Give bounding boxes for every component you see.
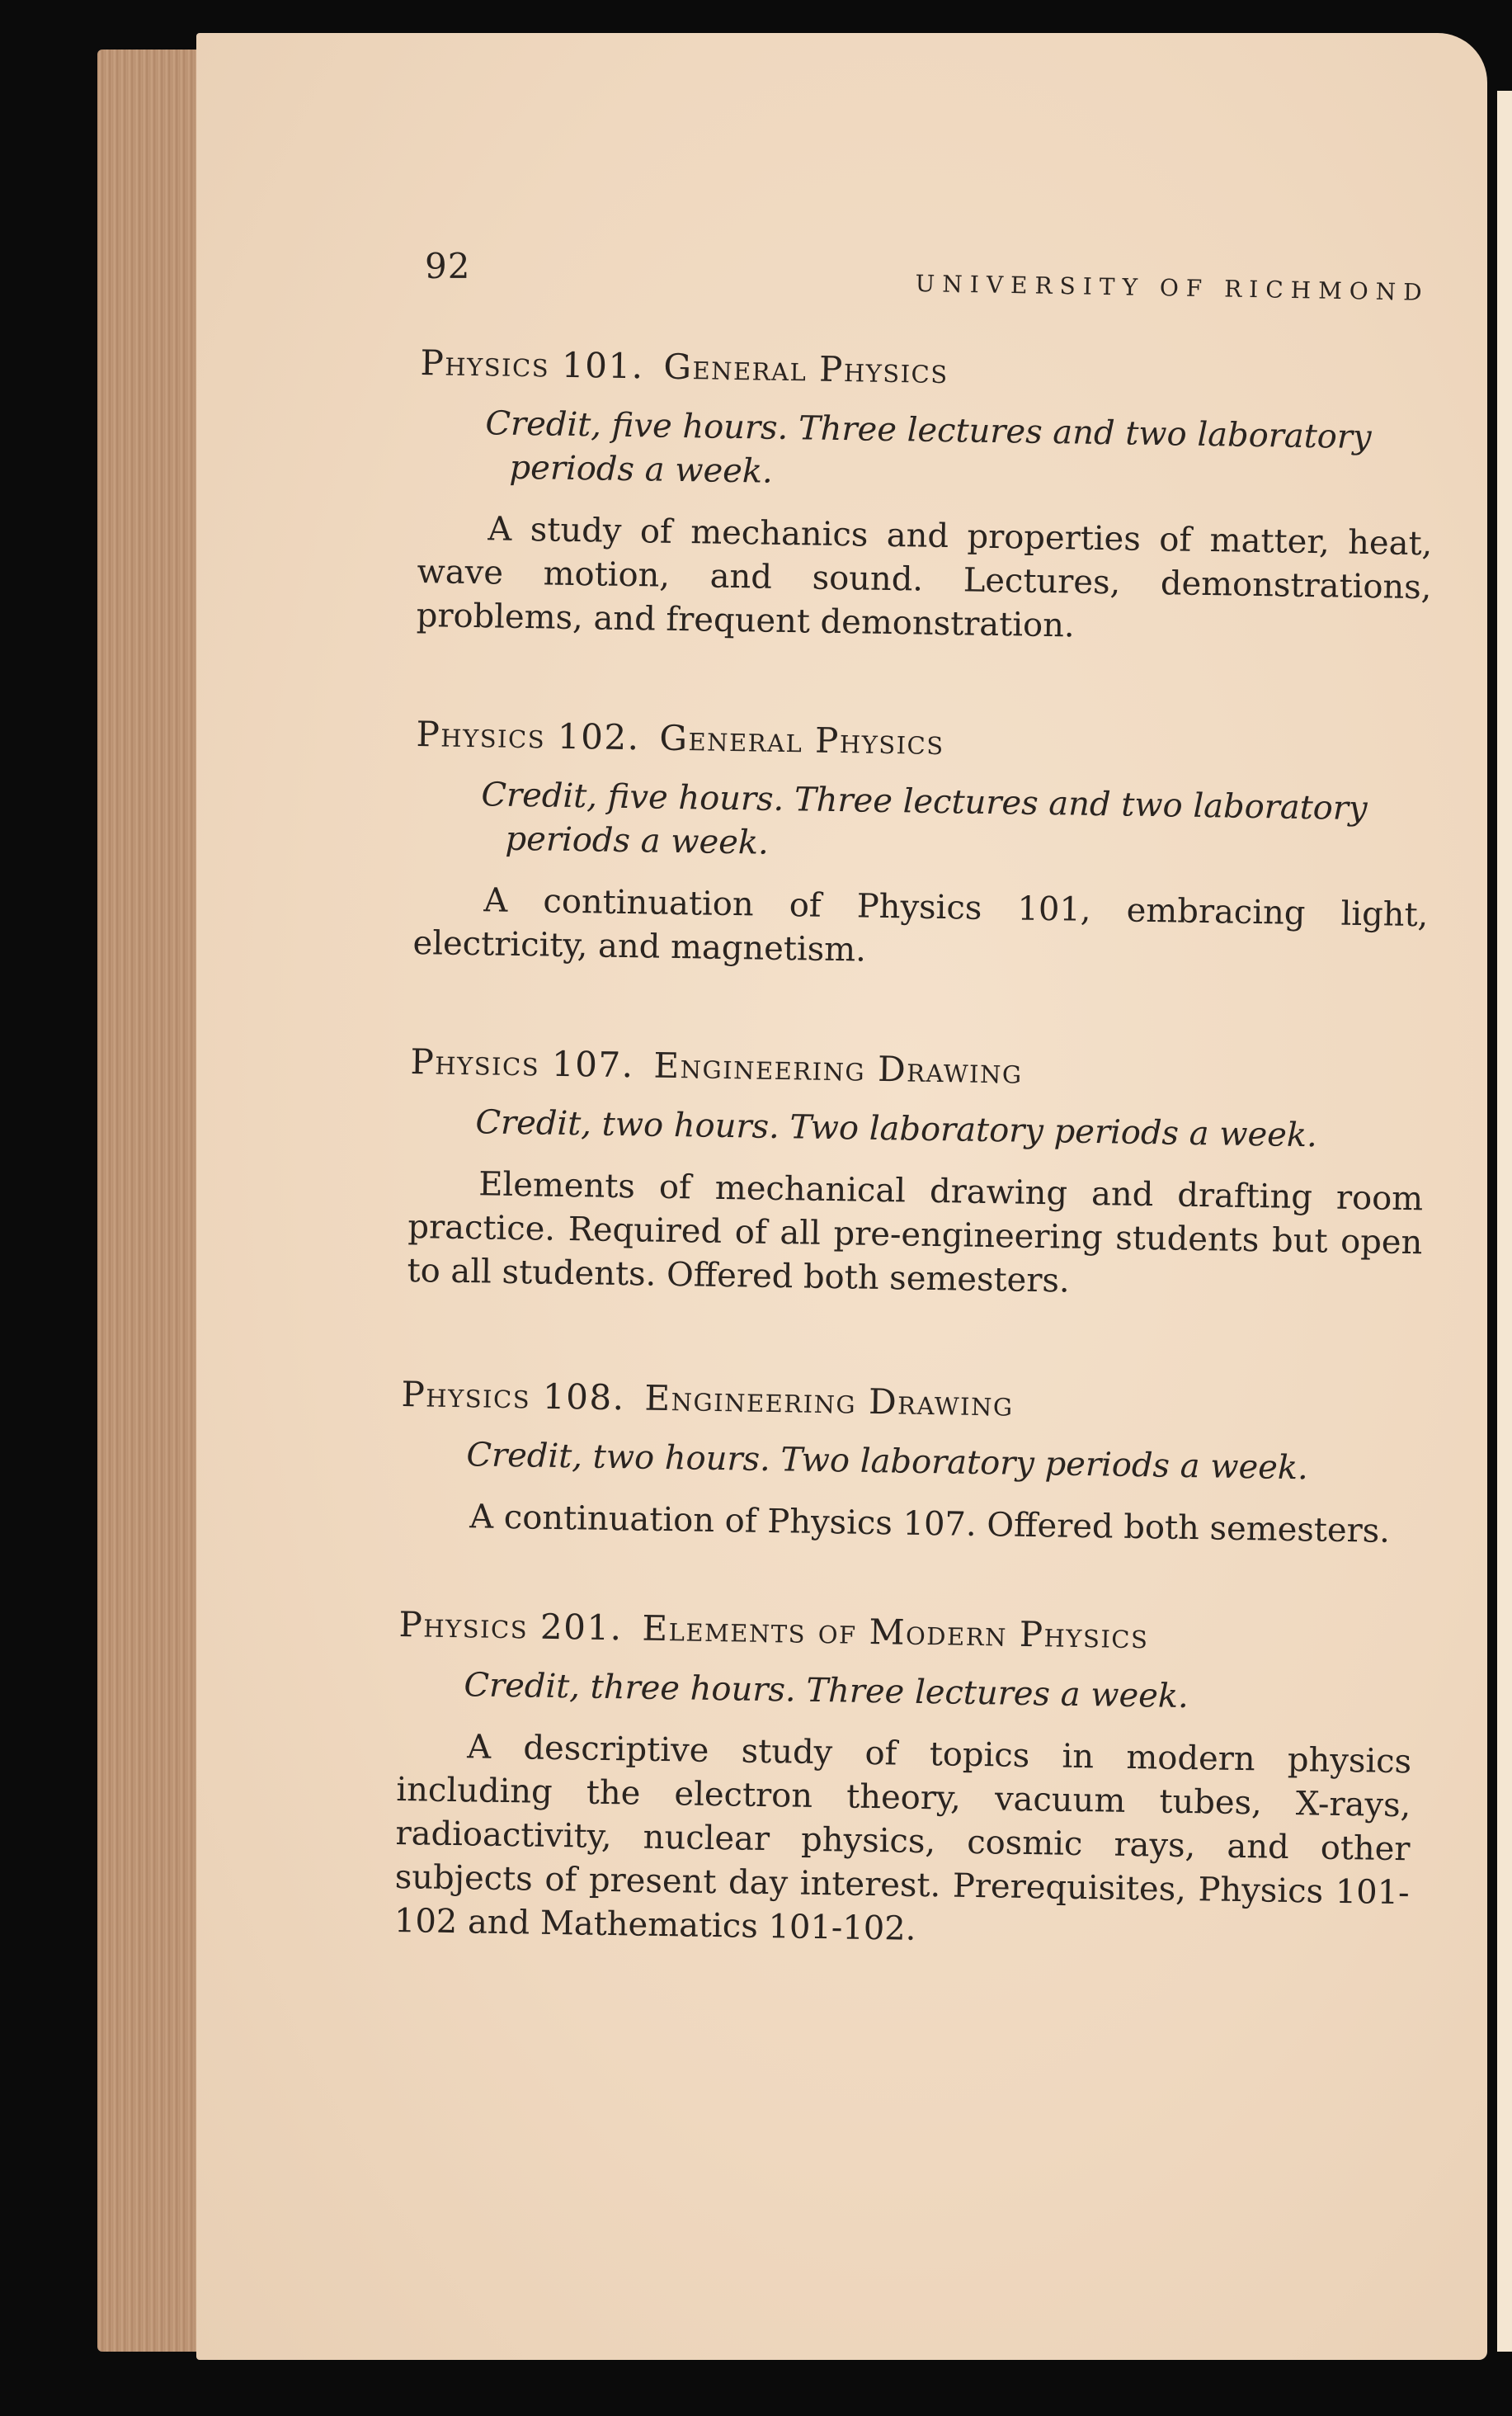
page-number: 92 bbox=[425, 246, 471, 286]
course-heading bbox=[398, 1604, 1414, 1660]
course-heading bbox=[410, 1041, 1425, 1097]
course-title: Engineering Drawing bbox=[653, 1045, 1024, 1092]
course-credit: Credit, five hours. Three lectures and two laboratory periods a week. bbox=[485, 404, 1372, 491]
course-heading bbox=[416, 714, 1431, 770]
course-description: A continuation of Physics 107. Offered both semesters. bbox=[469, 1498, 1391, 1550]
course-description: A study of mechanics and properties of matter, heat, wave motion, and sound. Lectures, demonstrations, problems, and frequent demonstration. bbox=[416, 510, 1433, 645]
course-title: Engineering Drawing bbox=[644, 1377, 1015, 1424]
course-description: Elements of mechanical drawing and drafting room practice. Required of all pre-engineering students but open to all students. Offered both semesters. bbox=[407, 1165, 1424, 1300]
course-credit: Credit, two hours. Two laboratory periods a week. bbox=[475, 1103, 1318, 1155]
course-title: General Physics bbox=[663, 346, 949, 392]
course-credit: Credit, three hours. Three lectures a week. bbox=[464, 1666, 1189, 1716]
course-number: Physics 108. bbox=[401, 1374, 625, 1418]
course-number: Physics 102. bbox=[416, 714, 640, 758]
course-physics-107 bbox=[407, 1041, 1425, 1309]
course-number: Physics 107. bbox=[410, 1041, 634, 1086]
course-number: Physics 201. bbox=[398, 1604, 623, 1649]
course-number: Physics 101. bbox=[420, 342, 644, 387]
course-title: Elements of Modern Physics bbox=[642, 1607, 1149, 1657]
course-heading bbox=[401, 1374, 1416, 1430]
course-credit: Credit, two hours. Two laboratory periods a week. bbox=[466, 1436, 1309, 1488]
course-physics-101 bbox=[416, 342, 1434, 654]
course-physics-108 bbox=[399, 1374, 1416, 1554]
course-physics-102 bbox=[412, 714, 1431, 981]
running-head: UNIVERSITY OF RICHMOND bbox=[915, 270, 1430, 306]
course-description: A descriptive study of topics in modern physics including the electron theory, vacuum tubes, X-rays, radioactivity, nuclear physics, cosmic rays, and other subjects of present day interest. Prerequisites, Physics 101-102 and Mathematics 101-102. bbox=[393, 1728, 1412, 1948]
course-heading bbox=[420, 342, 1435, 399]
course-description: A continuation of Physics 101, embracing light, electricity, and magnetism. bbox=[412, 881, 1429, 970]
course-title: General Physics bbox=[659, 717, 945, 763]
course-credit: Credit, five hours. Three lectures and two laboratory periods a week. bbox=[481, 776, 1368, 862]
course-physics-201 bbox=[394, 1604, 1414, 1959]
